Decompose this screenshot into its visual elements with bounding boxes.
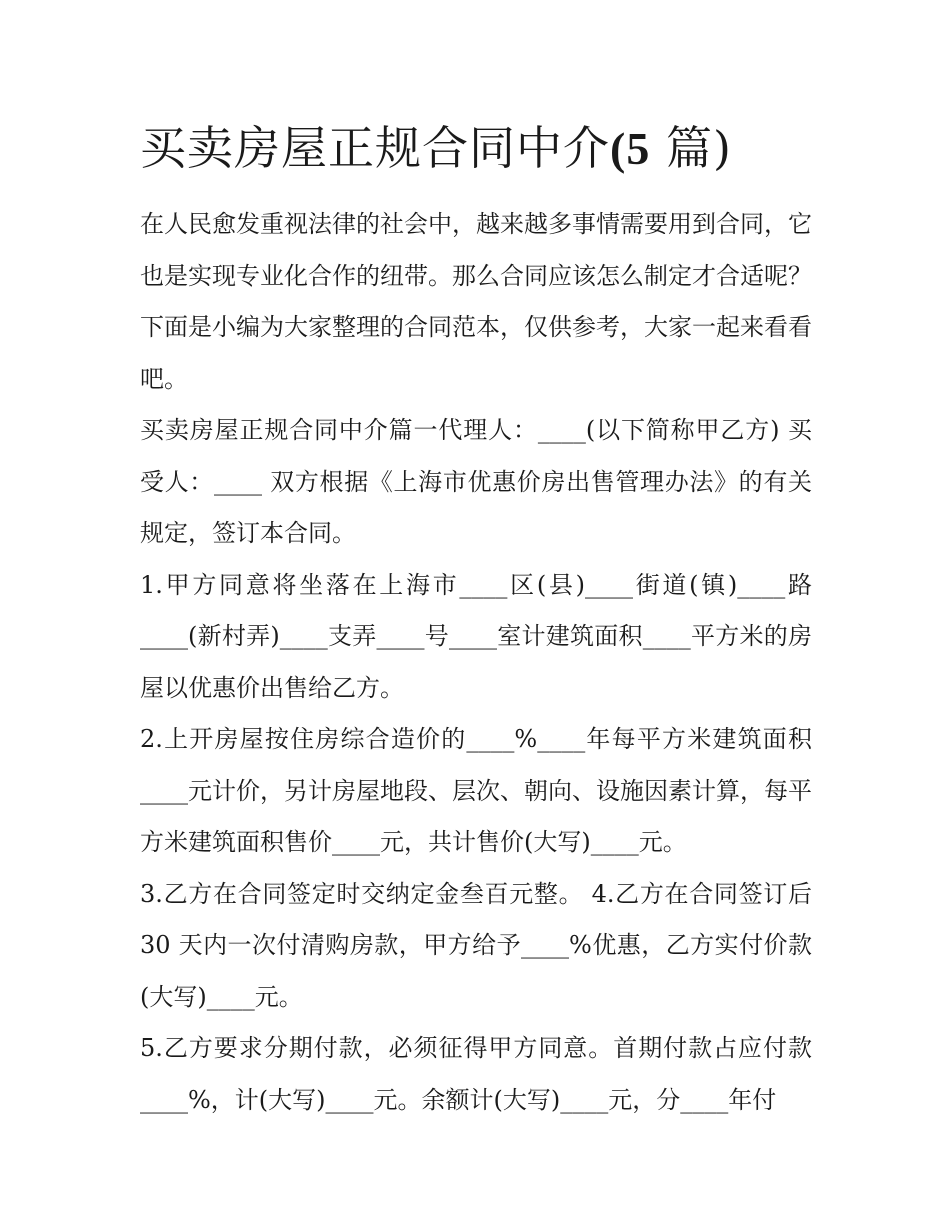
clause-3-4-paragraph: 3.乙方在合同签定时交纳定金叁百元整。 4.乙方在合同签订后 30 天内一次付清购房款，甲方给予____%优惠，乙方实付价款(大写)____元。 xyxy=(140,879,812,1011)
document-title-unit: 篇) xyxy=(665,121,732,175)
document-title-count: (5 xyxy=(610,123,651,174)
contract-parties-paragraph: 买卖房屋正规合同中介篇一代理人：____(以下简称甲乙方) 买受人：____ 双方根据《上海市优惠价房出售管理办法》的有关规定，签订本合同。 xyxy=(140,416,812,547)
document-title-main: 买卖房屋正规合同中介 xyxy=(140,121,610,175)
clause-2-paragraph: 2.上开房屋按住房综合造价的____%____年每平方米建筑面积____元计价，另计房屋地段、层次、朝向、设施因素计算，每平方米建筑面积售价____元，共计售价(大写)____元。 xyxy=(140,725,812,856)
clause-5-paragraph: 5.乙方要求分期付款，必须征得甲方同意。首期付款占应付款____%，计(大写)____元。余额计(大写)____元，分____年付 xyxy=(140,1034,812,1114)
document-page xyxy=(140,112,812,1126)
clause-1-paragraph: 1.甲方同意将坐落在上海市____区(县)____街道(镇)____路____(新村弄)____支弄____号____室计建筑面积____平方米的房屋以优惠价出售给乙方。 xyxy=(140,570,812,702)
intro-paragraph: 在人民愈发重视法律的社会中，越来越多事情需要用到合同，它也是实现专业化合作的纽带。那么合同应该怎么制定才合适呢？下面是小编为大家整理的合同范本，仅供参考，大家一起来看看吧。 xyxy=(140,210,812,393)
document-title xyxy=(140,112,812,185)
